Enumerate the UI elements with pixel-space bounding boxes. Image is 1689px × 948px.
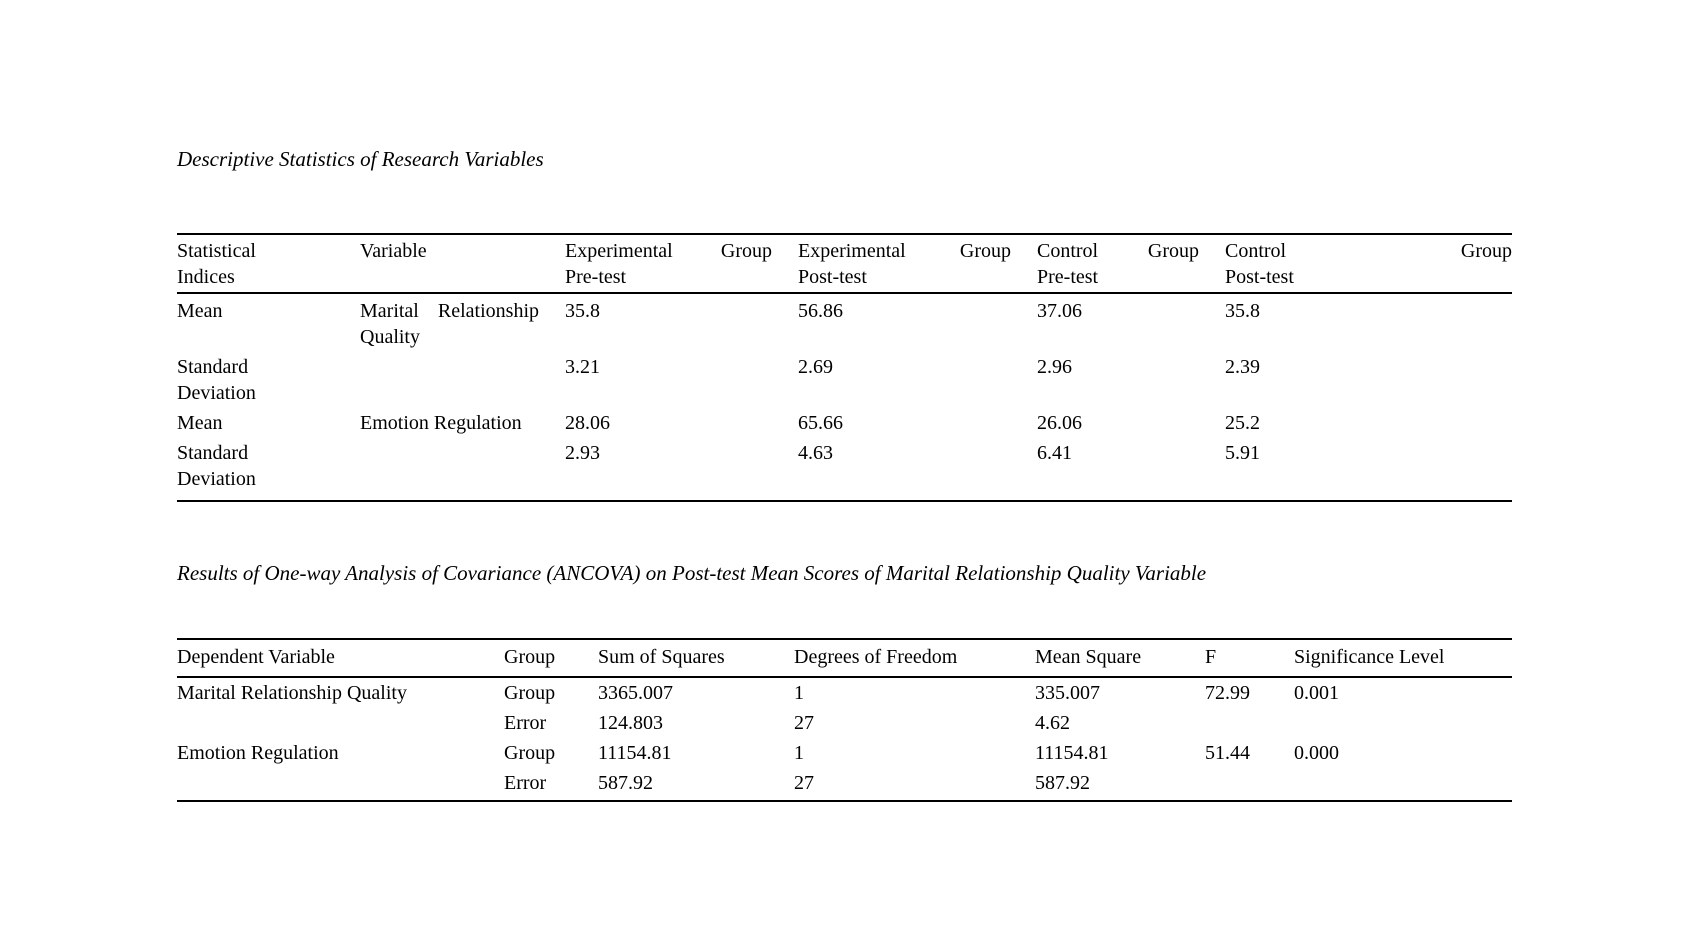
table-row xyxy=(177,738,1512,768)
value-cell: 2.96 xyxy=(1037,356,1072,378)
value-cell: 65.66 xyxy=(798,412,843,434)
header-word: Control xyxy=(1225,240,1287,262)
value-cell: 587.92 xyxy=(1035,772,1090,794)
value-cell: 26.06 xyxy=(1037,412,1082,434)
header-sum-of-squares: Sum of Squares xyxy=(598,639,794,677)
statistical-index-cell: Standard Deviation xyxy=(177,442,256,490)
descriptive-statistics-table xyxy=(177,233,1512,502)
header-control-group-posttest xyxy=(1225,234,1512,293)
value-cell: 51.44 xyxy=(1205,742,1250,764)
value-cell: 4.63 xyxy=(798,442,833,464)
header-group: Group xyxy=(504,639,598,677)
value-cell: 27 xyxy=(794,772,814,794)
header-experimental-group-pretest xyxy=(565,234,798,293)
value-cell: 5.91 xyxy=(1225,442,1260,464)
header-line: Indices xyxy=(177,266,235,288)
table-row xyxy=(177,293,1512,352)
value-cell xyxy=(1294,708,1512,738)
value-cell: 11154.81 xyxy=(598,742,672,764)
value-cell: 72.99 xyxy=(1205,682,1250,704)
value-cell: 335.007 xyxy=(1035,682,1100,704)
table2-header-row xyxy=(177,639,1512,677)
variable-cell xyxy=(360,352,565,408)
header-word: Group xyxy=(959,240,1011,262)
header-control-group-pretest xyxy=(1037,234,1225,293)
table-row xyxy=(177,352,1512,408)
value-cell: 0.000 xyxy=(1294,742,1339,764)
header-line xyxy=(798,238,1037,264)
value-cell: 37.06 xyxy=(1037,300,1082,322)
value-cell: 4.62 xyxy=(1035,712,1070,734)
header-line: Variable xyxy=(360,240,427,262)
statistical-index-cell: Mean xyxy=(177,412,223,434)
table-row xyxy=(177,768,1512,801)
variable-cell: Emotion Regulation xyxy=(360,412,522,434)
value-cell: 1 xyxy=(794,682,804,704)
table-row xyxy=(177,438,1512,501)
header-statistical-indices xyxy=(177,234,360,293)
ancova-results-title: Results of One-way Analysis of Covariance (ANCOVA) on Post-test Mean Scores of Marital Relationship Quality Variable xyxy=(177,561,1207,585)
value-cell: 2.69 xyxy=(798,356,833,378)
statistical-index-cell: Mean xyxy=(177,300,223,322)
value-cell: 0.001 xyxy=(1294,682,1339,704)
source-cell: Group xyxy=(504,682,556,704)
value-cell: 587.92 xyxy=(598,772,653,794)
source-cell: Error xyxy=(504,712,547,734)
value-cell xyxy=(1294,768,1512,801)
value-cell: 124.803 xyxy=(598,712,663,734)
descriptive-statistics-title: Descriptive Statistics of Research Variables xyxy=(177,147,544,171)
value-cell: 6.41 xyxy=(1037,442,1072,464)
header-variable xyxy=(360,234,565,293)
value-cell: 2.39 xyxy=(1225,356,1260,378)
header-line: Pre-test xyxy=(565,266,627,288)
value-cell: 56.86 xyxy=(798,300,843,322)
table1-header-row xyxy=(177,234,1512,293)
value-cell: 2.93 xyxy=(565,442,600,464)
header-line: Pre-test xyxy=(1037,266,1099,288)
value-cell xyxy=(1205,708,1294,738)
source-cell: Error xyxy=(504,772,547,794)
value-cell: 35.8 xyxy=(565,300,600,322)
dependent-variable-cell: Emotion Regulation xyxy=(177,742,339,764)
statistical-index-cell: Standard Deviation xyxy=(177,356,256,404)
header-line xyxy=(1037,238,1225,264)
header-line: Post-test xyxy=(798,266,867,288)
source-cell: Group xyxy=(504,742,556,764)
header-line xyxy=(565,238,798,264)
dependent-variable-cell: Marital Relationship Quality xyxy=(177,682,407,704)
header-mean-square: Mean Square xyxy=(1035,639,1205,677)
header-line: Statistical xyxy=(177,240,256,262)
value-cell: 28.06 xyxy=(565,412,610,434)
value-cell: 35.8 xyxy=(1225,300,1260,322)
header-word: Experimental xyxy=(565,240,673,262)
table-row xyxy=(177,408,1512,438)
table-row xyxy=(177,708,1512,738)
dependent-variable-cell xyxy=(177,768,504,801)
header-dependent-variable: Dependent Variable xyxy=(177,639,504,677)
table-row xyxy=(177,677,1512,708)
header-f: F xyxy=(1205,639,1294,677)
header-significance-level: Significance Level xyxy=(1294,639,1512,677)
variable-cell: Marital Relationship Quality xyxy=(360,300,539,348)
value-cell: 3.21 xyxy=(565,356,600,378)
header-experimental-group-posttest xyxy=(798,234,1037,293)
header-line: Post-test xyxy=(1225,266,1294,288)
header-word: Group xyxy=(720,240,772,262)
value-cell: 3365.007 xyxy=(598,682,673,704)
value-cell: 11154.81 xyxy=(1035,742,1109,764)
header-word: Group xyxy=(1147,240,1199,262)
value-cell: 25.2 xyxy=(1225,412,1260,434)
header-word: Experimental xyxy=(798,240,906,262)
header-degrees-of-freedom: Degrees of Freedom xyxy=(794,639,1035,677)
ancova-results-table xyxy=(177,638,1512,802)
header-word: Control xyxy=(1037,240,1099,262)
header-line xyxy=(1225,238,1512,264)
header-word: Group xyxy=(1460,240,1512,262)
dependent-variable-cell xyxy=(177,708,504,738)
value-cell: 1 xyxy=(794,742,804,764)
value-cell: 27 xyxy=(794,712,814,734)
value-cell xyxy=(1205,768,1294,801)
variable-cell xyxy=(360,438,565,501)
